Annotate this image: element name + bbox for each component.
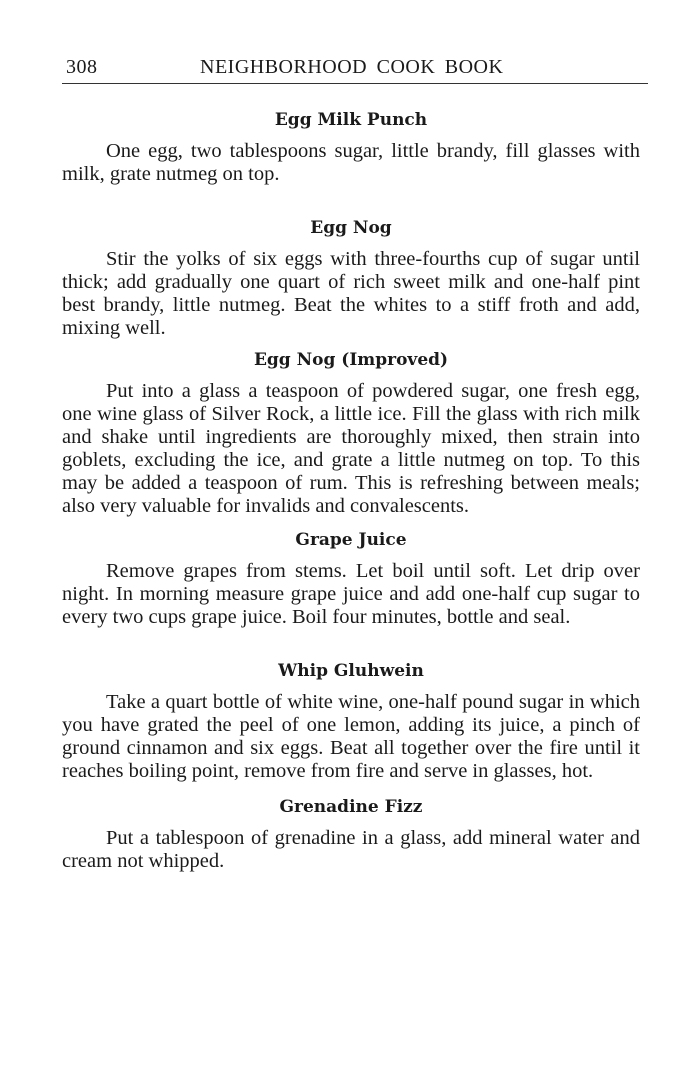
recipe-body: Put a tablespoon of grenadine in a glass, add mineral water and cream not whipped. [62,827,640,872]
recipe-title: Egg Nog [310,218,392,238]
recipe-grape-juice [62,530,640,629]
recipe-title: Egg Nog (Improved) [253,350,449,370]
recipe-egg-milk-punch [62,110,640,186]
running-head [62,56,640,86]
recipe-body: Remove grapes from stems. Let boil until soft. Let drip over night. In morning measure grape juice and add one-half cup sugar to every two cups grape juice. Boil four minutes, bottle and seal. [62,560,640,628]
recipe-whip-gluhwein [62,661,640,783]
recipe-egg-nog [62,218,640,340]
recipe-body: Stir the yolks of six eggs with three-fourths cup of sugar until thick; add gradually one quart of rich sweet milk and one-half pint best brandy, little nutmeg. Beat the whites to a stiff froth and add, mixing well. [62,248,640,339]
recipe-title: Egg Milk Punch [274,110,428,130]
recipe-title: Grenadine Fizz [279,797,423,817]
page-number: 308 [66,56,98,78]
header-rule [62,83,648,84]
recipe-title: Grape Juice [295,530,407,550]
book-page [62,56,640,873]
recipe-body: Take a quart bottle of white wine, one-half pound sugar in which you have grated the peel of one lemon, adding its juice, a pinch of ground cinnamon and six eggs. Beat all together over the fire until it reaches boiling point, remove from fire and serve in glasses, hot. [62,691,640,782]
recipe-egg-nog-improved [62,350,640,518]
recipe-body: One egg, two tablespoons sugar, little brandy, fill glasses with milk, grate nutmeg on top. [62,140,640,185]
recipe-title: Whip Gluhwein [278,661,424,681]
book-title: NEIGHBORHOOD COOK BOOK [200,56,504,78]
recipe-body: Put into a glass a teaspoon of powdered sugar, one fresh egg, one wine glass of Silver Rock, a little ice. Fill the glass with rich milk and shake until ingredients are thoroughly mixed, then strain into goblets, excluding the ice, and grate a little nutmeg on top. To this may be added a teaspoon of rum. This is refreshing between meals; also very valuable for invalids and convalescents. [62,380,640,517]
recipe-grenadine-fizz [62,797,640,873]
